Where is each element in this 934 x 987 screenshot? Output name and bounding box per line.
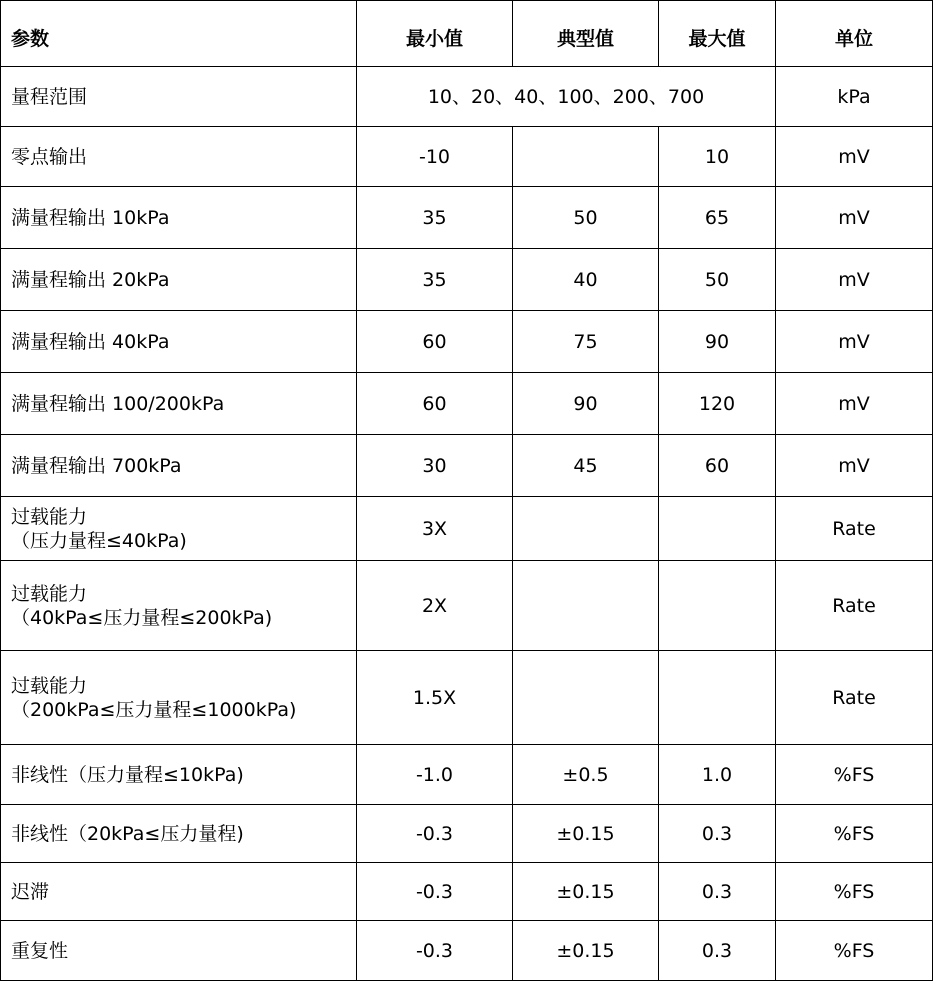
unit-cell: kPa (776, 67, 933, 127)
max-cell: 60 (659, 435, 776, 497)
table-row-overload-1 (1, 497, 933, 561)
max-cell (659, 561, 776, 651)
table-row-hysteresis (1, 863, 933, 921)
max-cell (659, 651, 776, 745)
max-cell: 0.3 (659, 805, 776, 863)
param-cell: 零点输出 (1, 127, 357, 187)
header-max: 最大值 (659, 1, 776, 67)
unit-cell: mV (776, 435, 933, 497)
unit-cell: mV (776, 187, 933, 249)
min-cell: -0.3 (357, 863, 513, 921)
max-cell: 120 (659, 373, 776, 435)
header-param: 参数 (1, 1, 357, 67)
param-line1: 过载能力 (11, 582, 88, 605)
param-cell: 非线性（压力量程≤10kPa) (1, 745, 357, 805)
param-cell: 满量程输出 700kPa (1, 435, 357, 497)
typ-cell (513, 127, 659, 187)
typ-cell (513, 561, 659, 651)
param-cell: 满量程输出 40kPa (1, 311, 357, 373)
table-row-repeatability (1, 921, 933, 981)
typ-cell: 40 (513, 249, 659, 311)
table-row-range (1, 67, 933, 127)
typ-cell: 50 (513, 187, 659, 249)
unit-cell: mV (776, 373, 933, 435)
param-line2: （压力量程≤40kPa) (11, 529, 187, 552)
unit-cell: %FS (776, 863, 933, 921)
header-min: 最小值 (357, 1, 513, 67)
param-line1: 过载能力 (11, 674, 88, 697)
table-row-zero-output (1, 127, 933, 187)
table-row-fso-700kpa (1, 435, 933, 497)
unit-cell: %FS (776, 805, 933, 863)
param-line2: （40kPa≤压力量程≤200kPa) (11, 606, 273, 629)
table-row-fso-100-200kpa (1, 373, 933, 435)
table-row-overload-3 (1, 651, 933, 745)
table-row-nonlinearity-2 (1, 805, 933, 863)
typ-cell: 90 (513, 373, 659, 435)
max-cell: 1.0 (659, 745, 776, 805)
header-typ: 典型值 (513, 1, 659, 67)
min-cell: -1.0 (357, 745, 513, 805)
min-cell: 60 (357, 373, 513, 435)
max-cell: 65 (659, 187, 776, 249)
min-cell: 35 (357, 187, 513, 249)
min-cell: -0.3 (357, 805, 513, 863)
unit-cell: Rate (776, 561, 933, 651)
max-cell: 50 (659, 249, 776, 311)
table-row-overload-2 (1, 561, 933, 651)
min-cell: 60 (357, 311, 513, 373)
table-row-nonlinearity-1 (1, 745, 933, 805)
typ-cell: 45 (513, 435, 659, 497)
typ-cell: ±0.15 (513, 921, 659, 981)
header-row (1, 1, 933, 67)
param-cell (1, 561, 357, 651)
max-cell (659, 497, 776, 561)
min-cell: 35 (357, 249, 513, 311)
unit-cell: Rate (776, 497, 933, 561)
param-cell: 量程范围 (1, 67, 357, 127)
unit-cell: %FS (776, 921, 933, 981)
param-line2: （200kPa≤压力量程≤1000kPa) (11, 698, 297, 721)
range-values-cell: 10、20、40、100、200、700 (357, 67, 776, 127)
param-cell: 满量程输出 100/200kPa (1, 373, 357, 435)
min-cell: 3X (357, 497, 513, 561)
max-cell: 10 (659, 127, 776, 187)
param-cell: 重复性 (1, 921, 357, 981)
param-cell: 迟滞 (1, 863, 357, 921)
param-cell (1, 651, 357, 745)
param-cell: 非线性（20kPa≤压力量程) (1, 805, 357, 863)
param-line1: 过载能力 (11, 505, 88, 528)
typ-cell: ±0.5 (513, 745, 659, 805)
min-cell: 2X (357, 561, 513, 651)
max-cell: 90 (659, 311, 776, 373)
table-row-fso-10kpa (1, 187, 933, 249)
unit-cell: mV (776, 249, 933, 311)
typ-cell (513, 497, 659, 561)
header-unit: 单位 (776, 1, 933, 67)
unit-cell: mV (776, 127, 933, 187)
table-row-fso-40kpa (1, 311, 933, 373)
max-cell: 0.3 (659, 863, 776, 921)
min-cell: 1.5X (357, 651, 513, 745)
param-cell: 满量程输出 20kPa (1, 249, 357, 311)
typ-cell: 75 (513, 311, 659, 373)
param-cell: 满量程输出 10kPa (1, 187, 357, 249)
typ-cell: ±0.15 (513, 863, 659, 921)
unit-cell: Rate (776, 651, 933, 745)
typ-cell: ±0.15 (513, 805, 659, 863)
table-row-fso-20kpa (1, 249, 933, 311)
min-cell: 30 (357, 435, 513, 497)
typ-cell (513, 651, 659, 745)
unit-cell: mV (776, 311, 933, 373)
min-cell: -10 (357, 127, 513, 187)
max-cell: 0.3 (659, 921, 776, 981)
param-cell (1, 497, 357, 561)
min-cell: -0.3 (357, 921, 513, 981)
unit-cell: %FS (776, 745, 933, 805)
